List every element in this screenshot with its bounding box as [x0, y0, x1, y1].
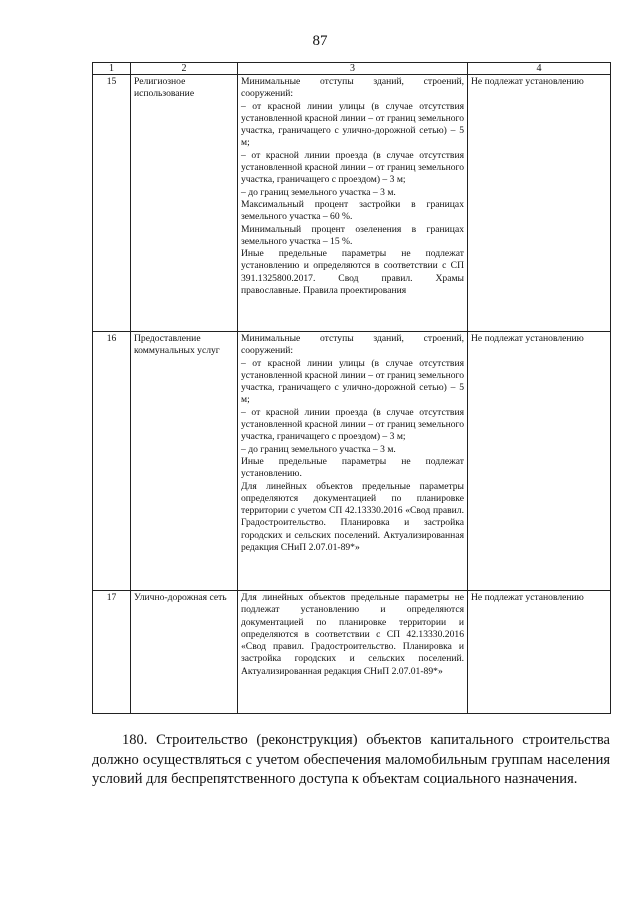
parameter-line: – до границ земельного участка – 3 м.: [241, 443, 396, 455]
parameter-line: Для линейных объектов предельные параметры не подлежат установлению и определяются документацией по планировке территории и определяются в соответствии с СП 42.13330.2016 «Свод правил. Градостроительство. Планировка и застройка городских и сельских поселений. Актуализированная редакция СНиП 2.07.01-89*»: [241, 592, 464, 677]
column-header: 3: [238, 63, 468, 75]
parameters-cell: [238, 332, 468, 591]
parameter-line: Иные предельные параметры не подлежат установлению и определяются в соответствии с СП 391.1325800.2017. Свод правил. Храмы православные. Правила проектирования: [241, 248, 464, 297]
table-row: [93, 75, 611, 332]
use-type-name: Предоставление коммунальных услуг: [131, 332, 238, 591]
column-header: 1: [93, 63, 131, 75]
parameter-line: – от красной линии проезда (в случае отсутствия установленной красной линии – от границ земельного участка, граничащего с проездом) – 3 м;: [241, 406, 464, 443]
body-paragraph: 180. Строительство (реконструкция) объектов капитального строительства должно осуществляться с учетом обеспечения маломобильным группам населения условий для беспрепятственного доступа к объектам социального назначения.: [92, 732, 610, 787]
regulations-table: [92, 62, 611, 714]
parameter-line: Для линейных объектов предельные параметры определяются документацией по планировке территории с учетом СП 42.13330.2016 «Свод правил. Градостроительство. Планировка и застройка городских и сельских поселений. Актуализированная редакция СНиП 2.07.01-89*»: [241, 480, 464, 554]
parameter-line: – от красной линии улицы (в случае отсутствия установленной красной линии – от границ земельного участка, граничащего с улично-дорожной сетью) – 5 м;: [241, 357, 464, 406]
use-type-name: Улично-дорожная сеть: [131, 591, 238, 714]
parameter-line: Минимальный процент озеленения в границах земельного участка – 15 %.: [241, 223, 464, 247]
use-type-name: Религиозное использование: [131, 75, 238, 332]
table-row: [93, 591, 611, 714]
parameter-line: Иные предельные параметры не подлежат установлению.: [241, 455, 464, 480]
table-header-row: [93, 63, 611, 75]
note-cell: Не подлежат установлению: [468, 75, 611, 332]
column-header: 2: [131, 63, 238, 75]
row-number: 17: [93, 591, 131, 714]
row-number: 15: [93, 75, 131, 332]
parameter-line: Минимальные отступы зданий, строений, сооружений:: [241, 333, 464, 357]
parameter-line: Минимальные отступы зданий, строений, сооружений:: [241, 76, 464, 100]
page-number: 87: [312, 33, 328, 49]
note-cell: Не подлежат установлению: [468, 332, 611, 591]
parameters-cell: [238, 75, 468, 332]
parameter-line: – до границ земельного участка – 3 м.: [241, 186, 396, 198]
parameter-line: Максимальный процент застройки в границах земельного участка – 60 %.: [241, 198, 464, 223]
row-number: 16: [93, 332, 131, 591]
note-cell: Не подлежат установлению: [468, 591, 611, 714]
column-header: 4: [468, 63, 611, 75]
parameter-line: – от красной линии улицы (в случае отсутствия установленной красной линии – от границ земельного участка, граничащего с улично-дорожной сетью) – 5 м;: [241, 100, 464, 149]
parameter-line: – от красной линии проезда (в случае отсутствия установленной красной линии – от границ земельного участка, граничащего с проездом) – 3 м;: [241, 149, 464, 186]
table-row: [93, 332, 611, 591]
parameters-cell: [238, 591, 468, 714]
